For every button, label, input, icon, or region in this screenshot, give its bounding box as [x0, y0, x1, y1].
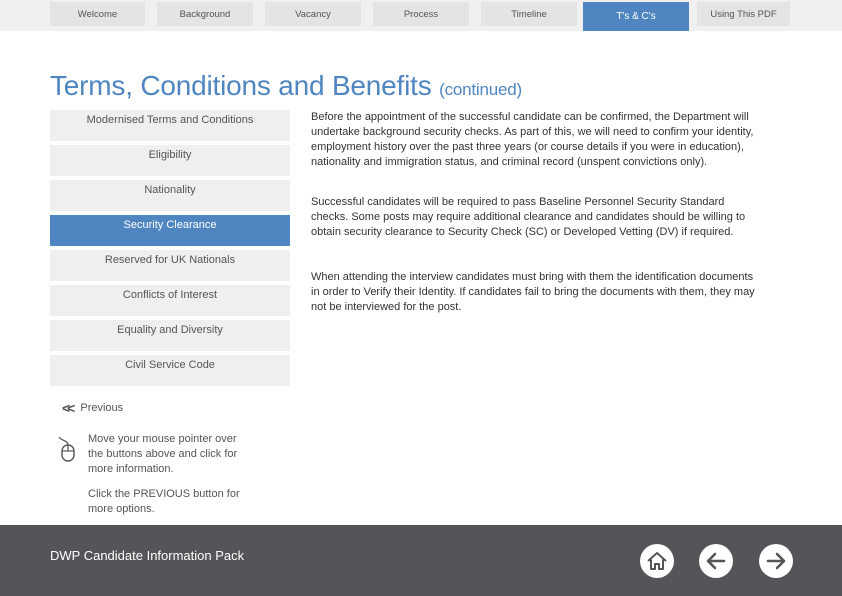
home-button[interactable]: [640, 544, 674, 578]
paragraph-security-checks: Before the appointment of the successful candidate can be confirmed, the Department will undertake background security checks. As part of this, we will need to confirm your identity, employment history over the past three years (or course details if you were in education), nationality and immigration status, and criminal record (unspent convictions only).: [311, 111, 754, 168]
arrow-left-icon: [704, 549, 728, 573]
page-title: [50, 70, 522, 102]
tab-timeline[interactable]: Timeline: [481, 2, 577, 26]
sidebar-item-civil-service-code[interactable]: Civil Service Code: [50, 355, 290, 386]
footer-title: DWP Candidate Information Pack: [50, 548, 245, 563]
mouse-pointer-icon: [56, 436, 78, 462]
help-text-previous: Click the PREVIOUS button for more options.: [88, 488, 240, 515]
tab-using-this-pdf[interactable]: Using This PDF: [697, 2, 790, 26]
sidebar-item-conflicts-of-interest[interactable]: Conflicts of Interest: [50, 285, 290, 316]
sidebar-item-nationality[interactable]: Nationality: [50, 180, 290, 211]
back-button[interactable]: [699, 544, 733, 578]
page-title-main: Terms, Conditions and Benefits: [50, 70, 432, 101]
tab-background[interactable]: Background: [157, 2, 253, 26]
sidebar-item-modernised-terms[interactable]: Modernised Terms and Conditions: [50, 110, 290, 141]
sidebar-item-security-clearance[interactable]: Security Clearance: [50, 215, 290, 246]
page-title-sub: (continued): [439, 80, 522, 99]
paragraph-baseline-checks: Successful candidates will be required to pass Baseline Personnel Security Standard checks. Some posts may require additional clearance and candidates should be willing to obtain security clearance to Security Check (SC) or Developed Vetting (DV) if required.: [311, 196, 746, 238]
help-text-mouse: Move your mouse pointer over the buttons above and click for more information.: [88, 433, 238, 475]
tab-process[interactable]: Process: [373, 2, 469, 26]
forward-button[interactable]: [759, 544, 793, 578]
tab-welcome[interactable]: Welcome: [50, 2, 145, 26]
arrow-right-icon: [764, 549, 788, 573]
tab-ts-and-cs[interactable]: T's & C's: [583, 2, 689, 31]
paragraph-identification: When attending the interview candidates must bring with them the identification documents in order to Verify their Identity. If candidates fail to bring the documents with them, they may not be interviewed for the post.: [311, 271, 755, 313]
sidebar-item-eligibility[interactable]: Eligibility: [50, 145, 290, 176]
double-chevron-left-icon: <<: [62, 400, 73, 416]
sidebar-item-reserved-uk-nationals[interactable]: Reserved for UK Nationals: [50, 250, 290, 281]
previous-button[interactable]: [62, 400, 123, 416]
sidebar-item-equality-diversity[interactable]: Equality and Diversity: [50, 320, 290, 351]
home-icon: [645, 549, 669, 573]
top-navigation: [0, 0, 842, 31]
tab-vacancy[interactable]: Vacancy: [265, 2, 361, 26]
previous-label: Previous: [80, 402, 124, 414]
footer: [0, 525, 842, 596]
